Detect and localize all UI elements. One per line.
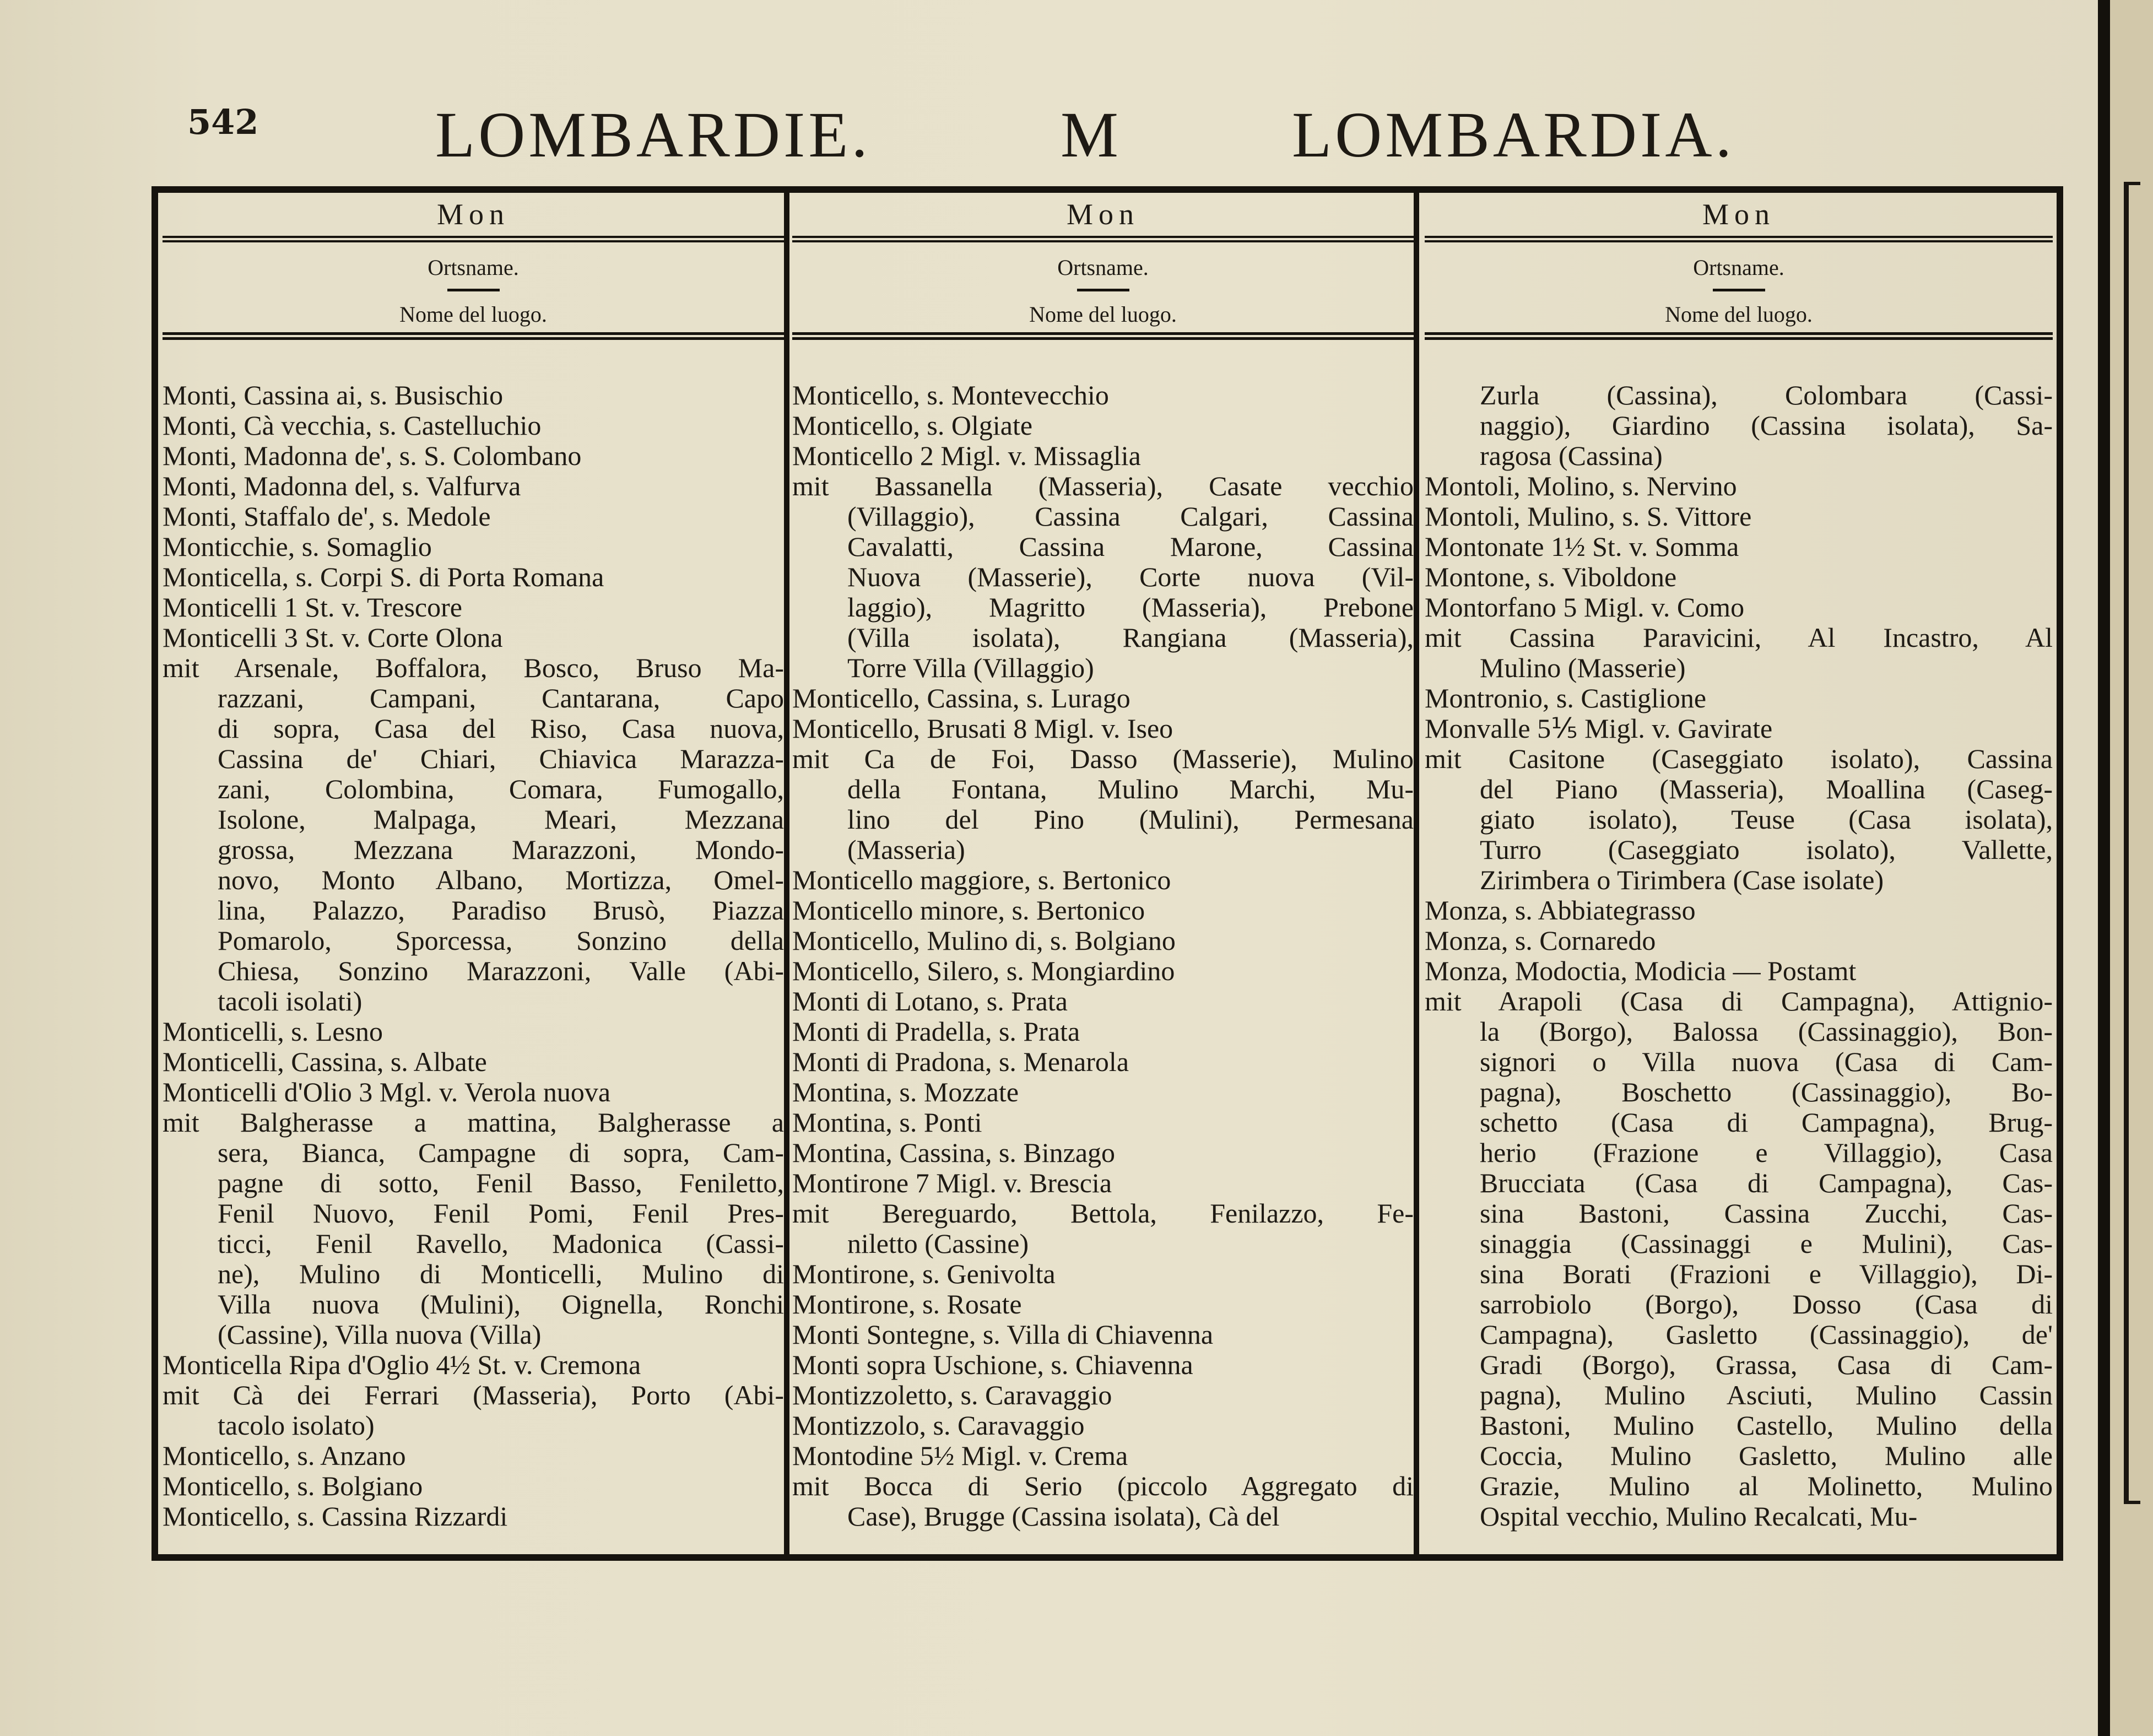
gazetteer-line: Cassina de' Chiari, Chiavica Marazza- [218,744,784,774]
gazetteer-line: Montina, s. Mozzate [792,1077,1019,1107]
gazetteer-line: lino del Pino (Mulini), Permesana [847,804,1414,835]
gazetteer-line: herio (Frazione e Villaggio), Casa [1480,1138,2053,1168]
entry-list [1425,358,2053,1532]
gazetteer-line: Gradi (Borgo), Grassa, Casa di Cam- [1480,1350,2053,1380]
gazetteer-line: pagna), Boschetto (Cassinaggio), Bo- [1480,1077,2053,1107]
gazetteer-line: del Piano (Masseria), Moallina (Caseg- [1480,774,2053,804]
gazetteer-line: Monti, Cà vecchia, s. Castelluchio [163,410,542,441]
gazetteer-line: grossa, Mezzana Marazzoni, Mondo- [218,835,784,865]
column-2 [792,193,1414,1554]
gazetteer-line: Monticelli d'Olio 3 Mgl. v. Verola nuova [163,1077,611,1107]
gazetteer-line: mit Cà dei Ferrari (Masseria), Porto (Abi- [163,1380,784,1410]
gazetteer-line: Monti, Madonna del, s. Valfurva [163,471,521,501]
gazetteer-line: mit Bocca di Serio (piccolo Aggregato di [792,1471,1414,1501]
gazetteer-line: mit Arsenale, Boffalora, Bosco, Bruso Ma- [163,653,784,683]
gazetteer-line: mit Ca de Foi, Dasso (Masserie), Mulino [792,744,1414,774]
facing-page-frame [2124,182,2140,1504]
gazetteer-line: Monticelli 1 St. v. Trescore [163,592,462,623]
gazetteer-line: Monticello, Cassina, s. Lurago [792,683,1130,713]
gazetteer-line: Montonate 1½ St. v. Somma [1425,532,1739,562]
gazetteer-line: sina Borati (Frazioni e Villaggio), Di- [1480,1259,2053,1289]
gazetteer-line: razzani, Campani, Cantarana, Capo [218,683,784,713]
gazetteer-line: Monticello, s. Montevecchio [792,380,1109,410]
gazetteer-line: ne), Mulino di Monticelli, Mulino di [218,1259,784,1289]
gazetteer-line: pagne di sotto, Fenil Basso, Feniletto, [218,1168,784,1198]
column-3 [1425,193,2053,1554]
gazetteer-line: tacoli isolati) [218,986,363,1016]
entry-list [792,358,1414,1532]
gazetteer-line: mit Cassina Paravicini, Al Incastro, Al [1425,623,2053,653]
column-heading: Mon [163,193,784,242]
gazetteer-line: Monticello, Mulino di, s. Bolgiano [792,926,1176,956]
gazetteer-line: Monti di Pradella, s. Prata [792,1016,1080,1047]
gazetteer-line: Montirone 7 Migl. v. Brescia [792,1168,1112,1198]
gazetteer-line: tacolo isolato) [218,1410,375,1441]
gazetteer-line: naggio), Giardino (Cassina isolata), Sa- [1480,410,2053,441]
gazetteer-line: giato isolato), Teuse (Casa isolata), [1480,804,2053,835]
column-header [1425,193,2053,358]
column-header [792,193,1414,358]
gazetteer-line: Monvalle 5⅕ Migl. v. Gavirate [1425,713,1773,744]
gazetteer-line: Montone, s. Viboldone [1425,562,1677,592]
gazetteer-line: Zurla (Cassina), Colombara (Cassi- [1480,380,2053,410]
gazetteer-line: Monticella, s. Corpi S. di Porta Romana [163,562,604,592]
gazetteer-line: Monti, Cassina ai, s. Busischio [163,380,504,410]
title-german: LOMBARDIE. [435,99,871,171]
gazetteer-line: Montodine 5½ Migl. v. Crema [792,1441,1128,1471]
column-label-german: Ortsname. [1693,255,1784,280]
gazetteer-line: Case), Brugge (Cassina isolata), Cà del [847,1501,1280,1532]
gazetteer-line: Monticello, s. Olgiate [792,410,1033,441]
entry-list [163,358,784,1532]
gazetteer-line: Torre Villa (Villaggio) [847,653,1094,683]
gazetteer-line: Monza, s. Abbiategrasso [1425,895,1696,926]
gazetteer-line: Monticchie, s. Somaglio [163,532,432,562]
gazetteer-line: mit Casitone (Caseggiato isolato), Cassina [1425,744,2053,774]
gazetteer-line: Monti di Pradona, s. Menarola [792,1047,1129,1077]
gazetteer-line: mit Bereguardo, Bettola, Fenilazzo, Fe- [792,1198,1414,1229]
title-italian: LOMBARDIA. [1292,99,1735,171]
gazetteer-line: Chiesa, Sonzino Marazzoni, Valle (Abi- [218,956,784,986]
gazetteer-line: Montizzolo, s. Caravaggio [792,1410,1085,1441]
gazetteer-line: Monticello, s. Bolgiano [163,1471,423,1501]
gazetteer-line: Monti di Lotano, s. Prata [792,986,1068,1016]
gazetteer-line: Montoli, Mulino, s. S. Vittore [1425,501,1752,532]
gazetteer-line: Fenil Nuovo, Fenil Pomi, Fenil Pres- [218,1198,784,1229]
gazetteer-line: Monticello, Brusati 8 Migl. v. Iseo [792,713,1173,744]
gazetteer-line: pagna), Mulino Asciuti, Mulino Cassin [1480,1380,2053,1410]
gazetteer-line: sera, Bianca, Campagne di sopra, Cam- [218,1138,784,1168]
gazetteer-line: Monticello 2 Migl. v. Missaglia [792,441,1141,471]
gazetteer-line: Monti, Madonna de', s. S. Colombano [163,441,582,471]
column-heading: Mon [1425,193,2053,242]
gazetteer-line: mit Balgherasse a mattina, Balgherasse a [163,1107,784,1138]
gazetteer-line: Monti Sontegne, s. Villa di Chiavenna [792,1319,1214,1350]
gazetteer-line: Turro (Caseggiato isolato), Vallette, [1480,835,2053,865]
gazetteer-line: schetto (Casa di Campagna), Brug- [1480,1107,2053,1138]
column-label-italian: Nome del luogo. [163,291,784,340]
gazetteer-line: Monticello minore, s. Bertonico [792,895,1145,926]
gazetteer-line: Monticello maggiore, s. Bertonico [792,865,1171,895]
gazetteer-line: sarrobiolo (Borgo), Dosso (Casa di [1480,1289,2053,1319]
gazetteer-line: mit Arapoli (Casa di Campagna), Attignio- [1425,986,2053,1016]
gazetteer-line: (Cassine), Villa nuova (Villa) [218,1319,542,1350]
gazetteer-line: Ospital vecchio, Mulino Recalcati, Mu- [1480,1501,1918,1532]
gazetteer-line: di sopra, Casa del Riso, Casa nuova, [218,713,784,744]
gazetteer-line: Monticello, s. Cassina Rizzardi [163,1501,508,1532]
gazetteer-line: la (Borgo), Balossa (Cassinaggio), Bon- [1480,1016,2053,1047]
gazetteer-line: Montorfano 5 Migl. v. Como [1425,592,1745,623]
gazetteer-line: novo, Monto Albano, Mortizza, Omel- [218,865,784,895]
gazetteer-line: Monticella Ripa d'Oglio 4½ St. v. Cremona [163,1350,641,1380]
gazetteer-line: Montronio, s. Castiglione [1425,683,1707,713]
gazetteer-line: Monticello, Silero, s. Mongiardino [792,956,1175,986]
column-label-german: Ortsname. [428,255,519,280]
gazetteer-line: Monti sopra Uschione, s. Chiavenna [792,1350,1193,1380]
gazetteer-line: zani, Colombina, Comara, Fumogallo, [218,774,784,804]
gazetteer-line: Cavalatti, Cassina Marone, Cassina [847,532,1414,562]
page-gutter [2098,0,2110,1736]
gazetteer-line: Zirimbera o Tirimbera (Case isolate) [1480,865,1884,895]
gazetteer-line: Montoli, Molino, s. Nervino [1425,471,1737,501]
column-label-italian: Nome del luogo. [792,291,1414,340]
gazetteer-line: signori o Villa nuova (Casa di Cam- [1480,1047,2053,1077]
gazetteer-line: Montirone, s. Genivolta [792,1259,1056,1289]
gazetteer-line: mit Bassanella (Masseria), Casate vecchio [792,471,1414,501]
gazetteer-line: sina Bastoni, Cassina Zucchi, Cas- [1480,1198,2053,1229]
section-letter: M [1061,99,1122,171]
gazetteer-line: Monza, Modoctia, Modicia — Postamt [1425,956,1857,986]
gazetteer-line: Campagna), Gasletto (Cassinaggio), de' [1480,1319,2053,1350]
gazetteer-line: ticci, Fenil Ravello, Madonica (Cassi- [218,1229,784,1259]
gazetteer-line: Monticelli 3 St. v. Corte Olona [163,623,503,653]
gazetteer-line: Montirone, s. Rosate [792,1289,1022,1319]
gazetteer-line: Monticelli, s. Lesno [163,1016,383,1047]
gazetteer-line: Montina, s. Ponti [792,1107,982,1138]
column-label-german: Ortsname. [1057,255,1149,280]
column-label-italian: Nome del luogo. [1425,291,2053,340]
gazetteer-line: Monza, s. Cornaredo [1425,926,1656,956]
gazetteer-line: della Fontana, Mulino Marchi, Mu- [847,774,1414,804]
column-divider [1414,193,1419,1554]
gazetteer-line: Isolone, Malpaga, Meari, Mezzana [218,804,784,835]
gazetteer-line: Montizzoletto, s. Caravaggio [792,1380,1112,1410]
gazetteer-line: Montina, Cassina, s. Binzago [792,1138,1116,1168]
gazetteer-line: (Villa isolata), Rangiana (Masseria), [847,623,1414,653]
gazetteer-line: Brucciata (Casa di Campagna), Cas- [1480,1168,2053,1198]
gazetteer-line: Villa nuova (Mulini), Oignella, Ronchi [218,1289,784,1319]
gazetteer-line: Monticello, s. Anzano [163,1441,406,1471]
gazetteer-line: niletto (Cassine) [847,1229,1029,1259]
gazetteer-line: Bastoni, Mulino Castello, Mulino della [1480,1410,2053,1441]
gazetteer-line: Grazie, Mulino al Molinetto, Mulino [1480,1471,2053,1501]
gazetteer-line: Nuova (Masserie), Corte nuova (Vil- [847,562,1414,592]
gazetteer-line: Pomarolo, Sporcessa, Sonzino della [218,926,784,956]
gazetteer-line: Mulino (Masserie) [1480,653,1686,683]
gazetteer-line: lina, Palazzo, Paradiso Brusò, Piazza [218,895,784,926]
gazetteer-line: Monti, Staffalo de', s. Medole [163,501,491,532]
gazetteer-line: Monticelli, Cassina, s. Albate [163,1047,487,1077]
gazetteer-line: (Villaggio), Cassina Calgari, Cassina [847,501,1414,532]
column-header [163,193,784,358]
gazetteer-line: laggio), Magritto (Masseria), Prebone [847,592,1414,623]
gazetteer-line: sinaggia (Cassinaggi e Mulini), Cas- [1480,1229,2053,1259]
gazetteer-line: ragosa (Cassina) [1480,441,1663,471]
column-1 [163,193,784,1554]
column-divider [784,193,789,1554]
page-number: 542 [187,102,259,142]
column-heading: Mon [792,193,1414,242]
gazetteer-line: Coccia, Mulino Gasletto, Mulino alle [1480,1441,2053,1471]
gazetteer-line: (Masseria) [847,835,965,865]
